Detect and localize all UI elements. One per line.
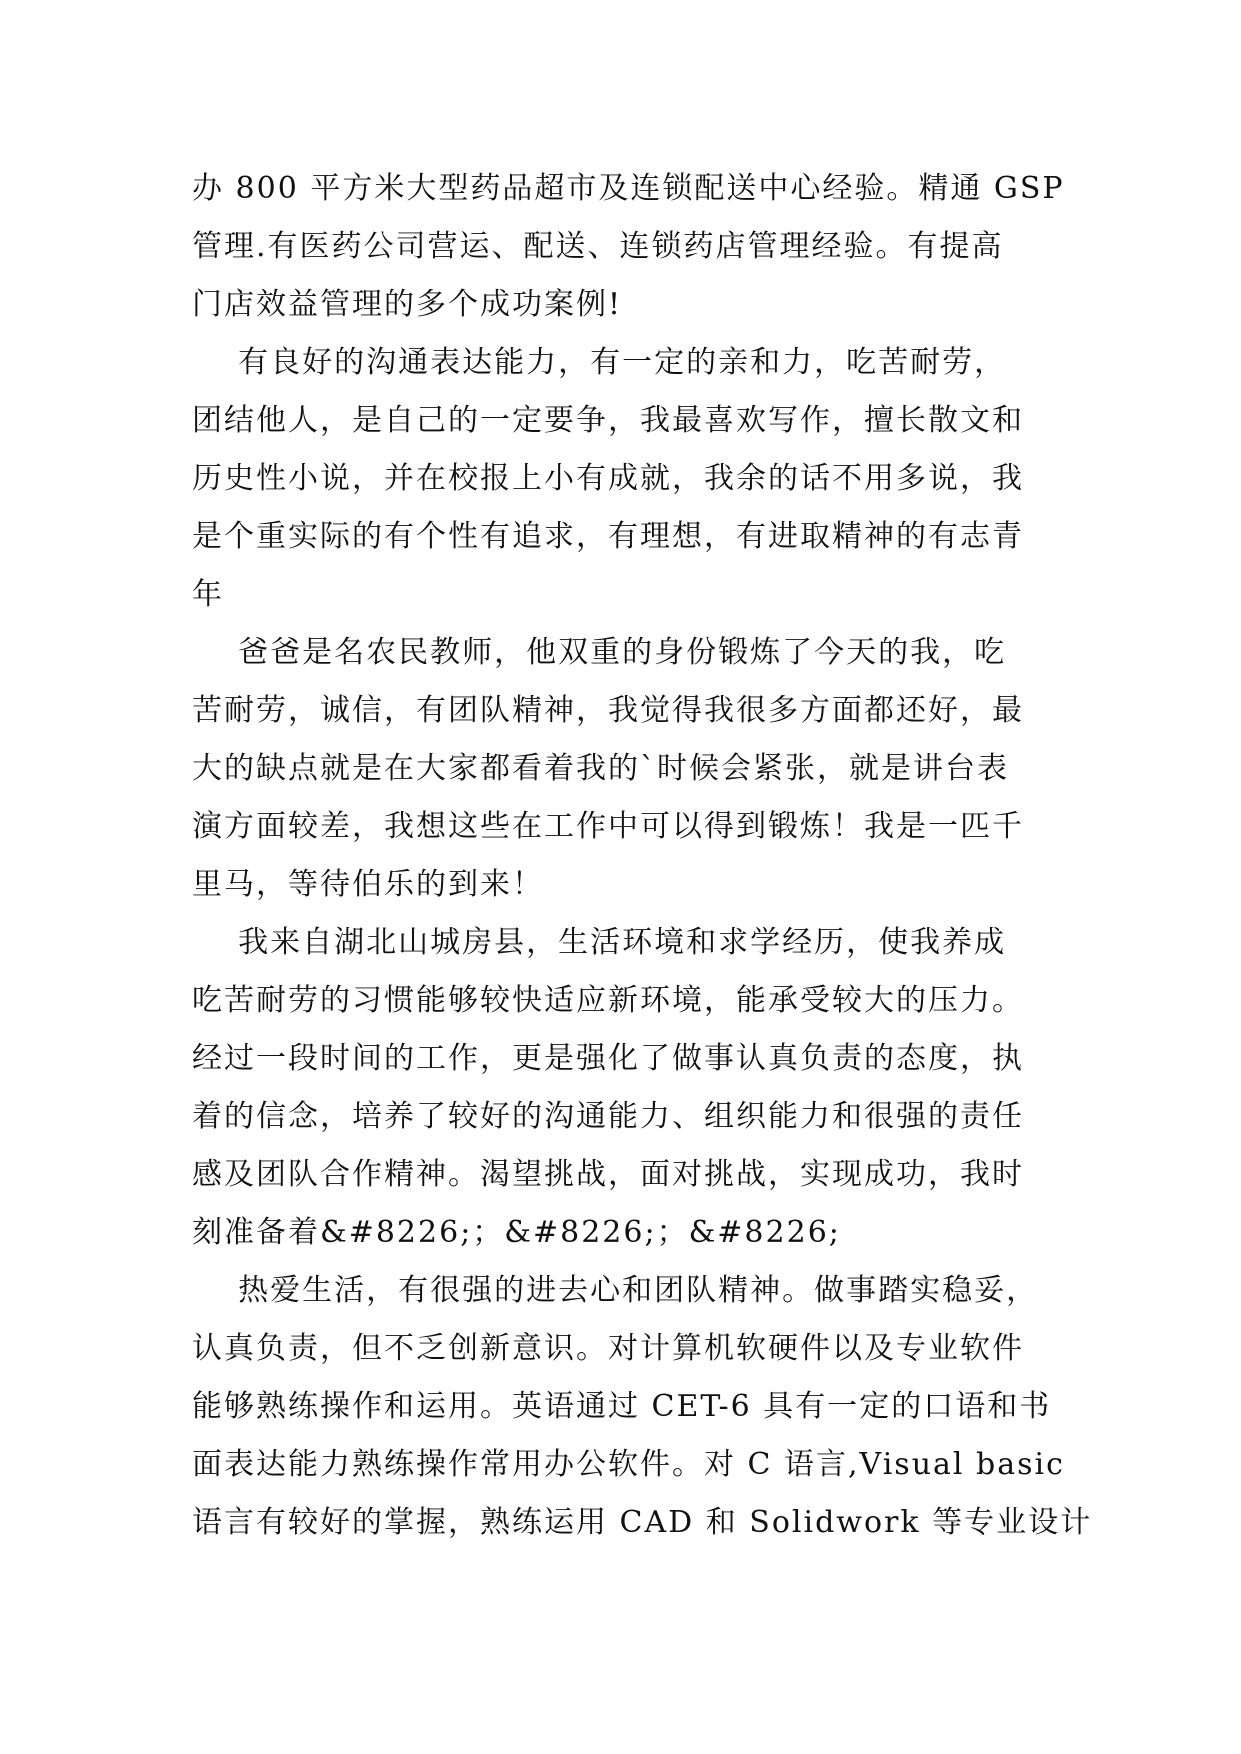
text-line: 大的缺点就是在大家都看着我的`时候会紧张，就是讲台表 (192, 751, 1009, 786)
text-line: 热爱生活，有很强的进去心和团队精神。做事踏实稳妥， (192, 1273, 1039, 1308)
document-body (192, 160, 1093, 1552)
text-line: 经过一段时间的工作，更是强化了做事认真负责的态度，执 (192, 1041, 1024, 1076)
text-line: 团结他人，是自己的一定要争，我最喜欢写作，擅长散文和 (192, 403, 1024, 438)
text-line: 面表达能力熟练操作常用办公软件。对 C 语言,Visual basic (192, 1447, 1065, 1482)
text-line: 我来自湖北山城房县，生活环境和求学经历，使我养成 (192, 925, 1007, 960)
text-line: 爸爸是名农民教师，他双重的身份锻炼了今天的我，吃 (192, 635, 1007, 670)
text-line: 门店效益管理的多个成功案例! (192, 287, 623, 322)
text-line: 吃苦耐劳的习惯能够较快适应新环境，能承受较大的压力。 (192, 983, 1024, 1018)
text-line: 有良好的沟通表达能力，有一定的亲和力，吃苦耐劳， (192, 345, 1007, 380)
text-line: 能够熟练操作和运用。英语通过 CET-6 具有一定的口语和书 (192, 1389, 1052, 1424)
text-line: 演方面较差，我想这些在工作中可以得到锻炼！我是一匹千 (192, 809, 1024, 844)
text-line: 年 (192, 577, 224, 612)
text-line: 认真负责，但不乏创新意识。对计算机软硬件以及专业软件 (192, 1331, 1024, 1366)
text-line: 是个重实际的有个性有追求，有理想，有进取精神的有志青 (192, 519, 1024, 554)
text-line: 语言有较好的掌握，熟练运用 CAD 和 Solidwork 等专业设计 (192, 1505, 1093, 1540)
text-line: 管理.有医药公司营运、配送、连锁药店管理经验。有提高 (192, 229, 1004, 264)
text-line: 历史性小说，并在校报上小有成就，我余的话不用多说，我 (192, 461, 1024, 496)
paragraph-communication-skills (192, 334, 1072, 624)
text-line: 办 800 平方米大型药品超市及连锁配送中心经验。精通 GSP (192, 171, 1065, 206)
text-line: 感及团队合作精神。渴望挑战，面对挑战，实现成功，我时 (192, 1157, 1024, 1192)
paragraph-hometown (192, 914, 1072, 1262)
text-line: 苦耐劳，诚信，有团队精神，我觉得我很多方面都还好，最 (192, 693, 1024, 728)
text-line: 着的信念，培养了较好的沟通能力、组织能力和很强的责任 (192, 1099, 1024, 1134)
paragraph-family-background (192, 624, 1072, 914)
text-line: 里马，等待伯乐的到来！ (192, 867, 544, 902)
text-line: 刻准备着&#8226;；&#8226;；&#8226; (192, 1215, 841, 1250)
paragraph-pharmacy-experience (192, 160, 1072, 334)
paragraph-technical-skills (192, 1262, 1093, 1552)
